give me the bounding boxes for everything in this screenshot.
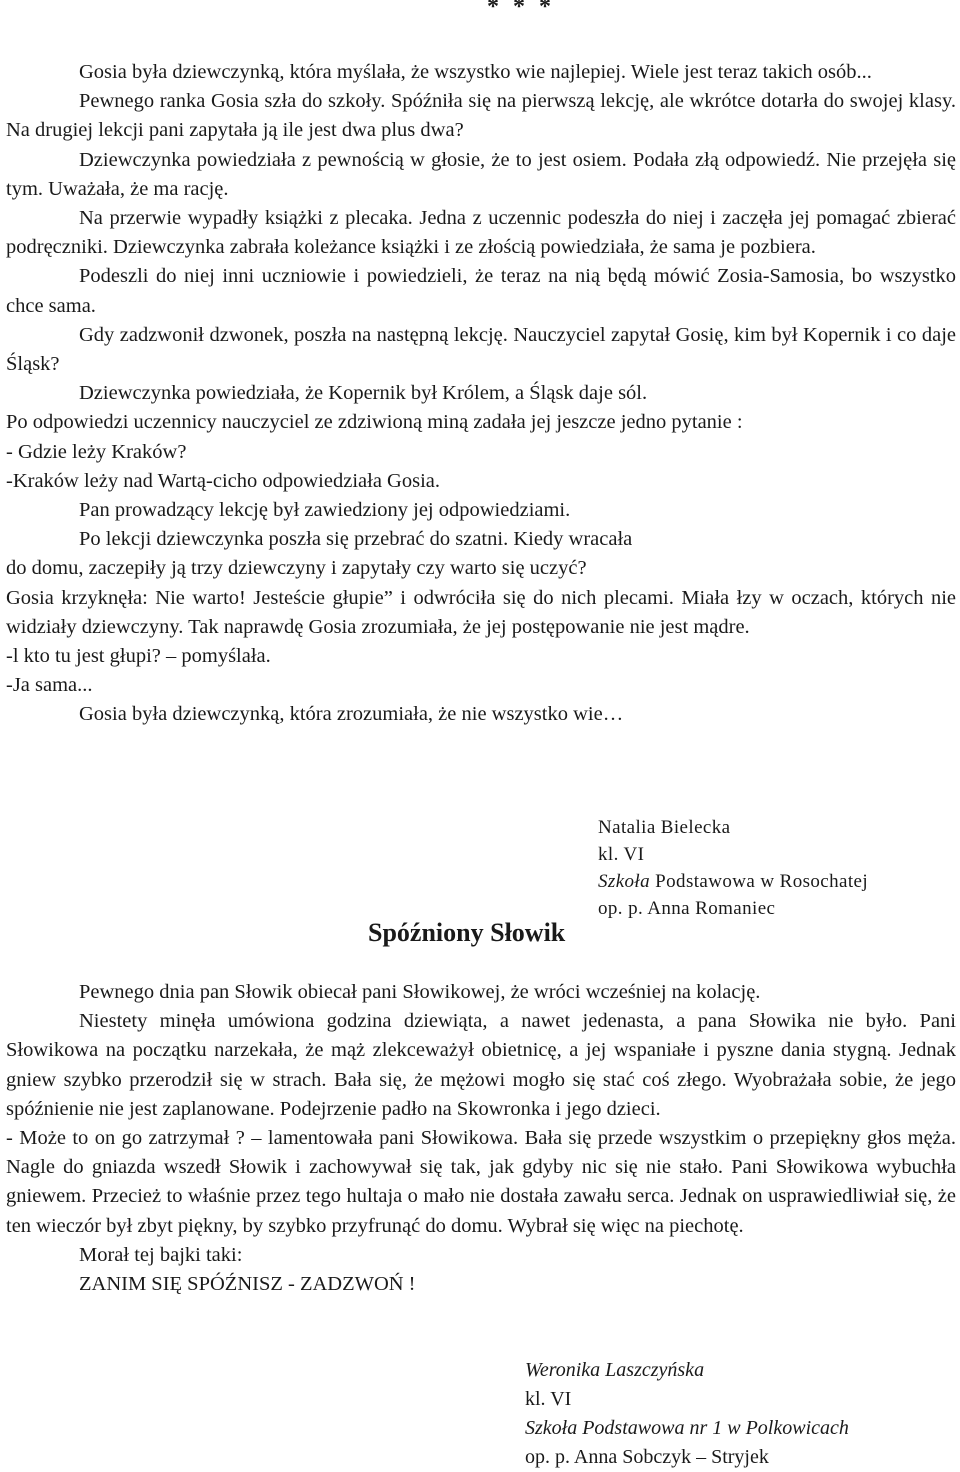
author-school (598, 868, 868, 895)
paragraph: do domu, zaczepiły ją trzy dziewczyny i zapytały czy warto się uczyć? (6, 557, 587, 580)
paragraph: Po lekcji dziewczynka poszła się przebrać do szatni. Kiedy wracała (79, 528, 633, 551)
paragraph: - Może to on go zatrzymał ? – lamentowała pani Słowikowa. Bała się przede wszystkim o przepiękny głos męża. Nagle do gniazda wszedł Słowik i zachowywał się tak, jak gdyby nic się nie stało. Pani Słowikowa wybuchła gniewem. Przecież to właśnie przez tego hultaja o mało nie dostała zawału serca. Jednak on usprawiedliwiał się, że ten wieczór był zbyt piękny, by szybko przyfrunąć do domu. Wybrał się więc na piechotę. (6, 1127, 956, 1237)
story-slowik (6, 978, 956, 1299)
paragraph: Podeszli do niej inni uczniowie i powiedzieli, że teraz na nią będą mówić Zosia-Samosia, bo wszystko chce sama. (6, 265, 956, 317)
paragraph: - Gdzie leży Kraków? (6, 440, 187, 463)
paragraph: Niestety minęła umówiona godzina dziewiąta, a nawet jedenasta, a pana Słowika nie było. Pani Słowikowa na początku narzekała, że mąż zlekceważył obietnicę, a jej wspaniałe i pyszne dania stygną. Jednak gniew szybko przerodził się w strach. Bała się, że mężowi mogło się stać coś złego. Wyobrażała sobie, że jego spóźnienie nie jest zaplanowane. Podejrzenie padło na Skowronka i jego dzieci. (6, 1010, 956, 1120)
paragraph: Morał tej bajki taki: (79, 1243, 243, 1266)
paragraph: -l kto tu jest głupi? – pomyślała. (6, 645, 271, 668)
paragraph: Gosia była dziewczynką, która zrozumiała, że nie wszystko wie… (79, 703, 624, 726)
paragraph: Pewnego ranka Gosia szła do szkoły. Spóźniła się na pierwszą lekcję, ale wkrótce dotarła do swojej klasy. Na drugiej lekcji pani zapytała ją ile jest dwa plus dwa? (6, 90, 956, 142)
paragraph: Dziewczynka powiedziała, że Kopernik był Królem, a Śląsk daje sól. (79, 382, 648, 405)
school-word: Szkoła (598, 871, 651, 892)
paragraph: -Ja sama... (6, 674, 93, 697)
story-title: Spóźniony Słowik (368, 918, 566, 947)
paragraph: Pewnego dnia pan Słowik obiecał pani Słowikowej, że wróci wcześniej na kolację. (79, 981, 761, 1003)
author-teacher: op. p. Anna Sobczyk – Stryjek (525, 1446, 769, 1468)
school-rest: Podstawowa w Rosochatej (655, 871, 869, 892)
section-separator: * * * (487, 0, 555, 20)
signature-block-2 (525, 1356, 849, 1472)
paragraph: Gosia krzyknęła: Nie warto! Jesteście głupie” i odwróciła się do nich plecami. Miała łzy w oczach, których nie widziały dziewczyny. Tak naprawdę Gosia zrozumiała, że jej postępowanie nie jest mądre. (6, 586, 956, 638)
paragraph: Gdy zadzwonił dzwonek, poszła na następną lekcję. Nauczyciel zapytał Gosię, kim był Kopernik i co daje Śląsk? (6, 323, 956, 376)
author-teacher: op. p. Anna Romaniec (598, 898, 776, 919)
author-class: kl. VI (525, 1388, 572, 1410)
author-school: Szkoła Podstawowa nr 1 w Polkowicach (525, 1417, 849, 1439)
paragraph: Gosia była dziewczynką, która myślała, że wszystko wie najlepiej. Wiele jest teraz takich osób... (79, 61, 872, 83)
author-name: Natalia Bielecka (598, 817, 731, 838)
paragraph: ZANIM SIĘ SPÓŹNISZ - ZADZWOŃ ! (79, 1273, 416, 1296)
paragraph: -Kraków leży nad Wartą-cicho odpowiedziała Gosia. (6, 469, 440, 492)
paragraph: Dziewczynka powiedziała z pewnością w głosie, że to jest osiem. Podała złą odpowiedź. Nie przejęła się tym. Uważała, że ma rację. (6, 148, 956, 200)
paragraph: Pan prowadzący lekcję był zawiedziony jej odpowiedziami. (79, 499, 571, 522)
story-gosia (6, 58, 956, 730)
paragraph: Po odpowiedzi uczennicy nauczyciel ze zdziwioną miną zadała jej jeszcze jedno pytanie : (6, 411, 743, 434)
signature-block-1 (598, 814, 868, 922)
author-name: Weronika Laszczyńska (525, 1359, 705, 1381)
paragraph: Na przerwie wypadły książki z plecaka. Jedna z uczennic podeszła do niej i zaczęła jej pomagać zbierać podręczniki. Dziewczynka zabrała koleżance książki i ze złością powiedziała, że sama je pozbiera. (6, 207, 956, 259)
author-class: kl. VI (598, 844, 645, 865)
